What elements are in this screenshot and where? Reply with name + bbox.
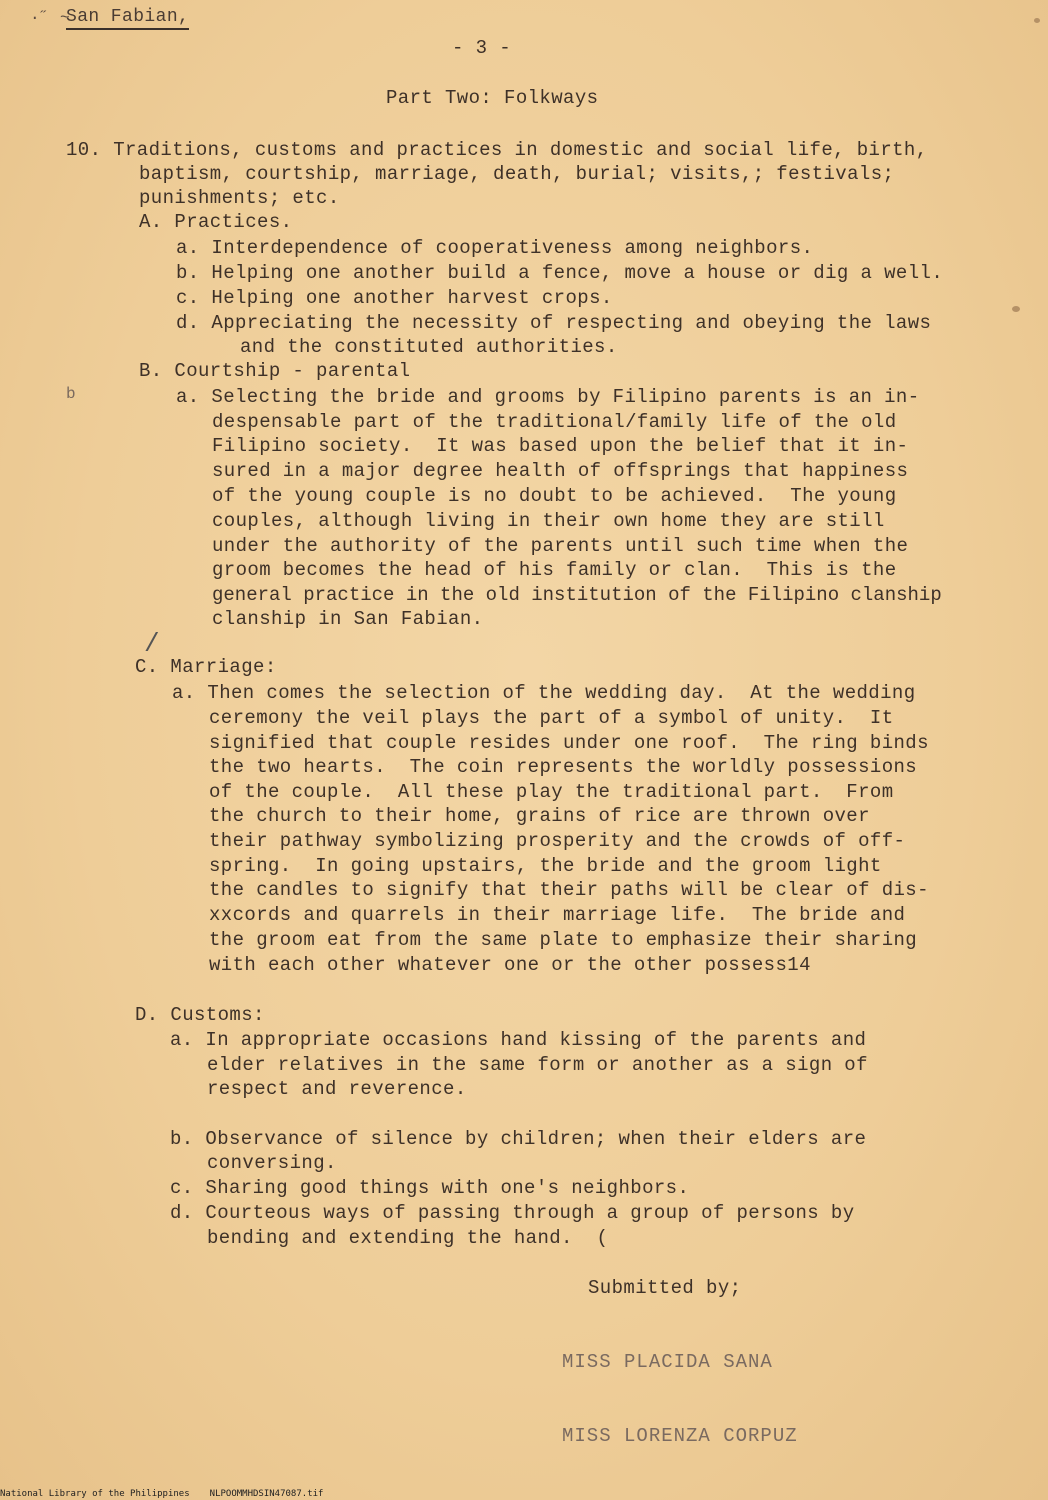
section-a-line: a. Interdependence of cooperativeness among neighbors.	[176, 237, 814, 259]
section-b-line: groom becomes the head of his family or clan. This is the	[212, 559, 897, 581]
section-b-line: general practice in the old institution of the Filipino clanship	[212, 584, 942, 606]
section-c-line: with each other whatever one or the other possess14	[209, 954, 811, 976]
section-b-line: despensable part of the traditional/family life of the old	[212, 411, 897, 433]
section-b-line: Filipino society. It was based upon the belief that it in-	[212, 435, 909, 457]
section-c-line: a. Then comes the selection of the wedding day. At the wedding	[172, 682, 916, 704]
item10-line: baptism, courtship, marriage, death, burial; visits,; festivals;	[139, 163, 895, 185]
section-c-line: the candles to signify that their paths will be clear of dis-	[209, 879, 929, 901]
margin-mark: b	[66, 385, 77, 403]
section-a-heading: A. Practices.	[139, 211, 293, 233]
library-credit: National Library of the Philippines	[0, 1489, 190, 1499]
section-b-line: under the authority of the parents until such time when the	[212, 535, 909, 557]
section-b-line: clanship in San Fabian.	[212, 608, 484, 630]
submitted-by: Submitted by;	[588, 1277, 742, 1299]
section-c-heading: C. Marriage:	[135, 656, 277, 678]
page-number: - 3 -	[452, 37, 512, 59]
paper-speck	[1034, 18, 1040, 23]
section-c-line: xxcords and quarrels in their marriage life. The bride and	[209, 904, 906, 926]
scan-footer	[0, 1488, 343, 1500]
section-c-line: signified that couple resides under one roof. The ring binds	[209, 732, 929, 754]
signatory-name: MISS LORENZA CORPUZ	[562, 1425, 798, 1447]
file-name: NLPOOMMHDSIN47087.tif	[209, 1489, 324, 1499]
section-b-line: couples, although living in their own home they are still	[212, 510, 885, 532]
section-a-line: b. Helping one another build a fence, move a house or dig a well.	[176, 262, 944, 284]
header-mark: ·˝ ~	[30, 9, 71, 27]
section-d-line: c. Sharing good things with one's neighbors.	[170, 1177, 690, 1199]
section-b-line: of the young couple is no doubt to be achieved. The young	[212, 485, 897, 507]
section-d-line: a. In appropriate occasions hand kissing of the parents and	[170, 1029, 867, 1051]
section-c-line: the two hearts. The coin represents the worldly possessions	[209, 756, 918, 778]
section-c-line: the church to their home, grains of rice are thrown over	[209, 805, 870, 827]
section-b-heading: B. Courtship - parental	[139, 360, 411, 382]
page-title: Part Two: Folkways	[386, 87, 599, 109]
section-d-line: elder relatives in the same form or another as a sign of	[207, 1054, 868, 1076]
item10-line: punishments; etc.	[139, 187, 340, 209]
paper-speck	[1012, 306, 1020, 312]
section-d-line: conversing.	[207, 1152, 337, 1174]
item10-line: 10. Traditions, customs and practices in domestic and social life, birth,	[66, 139, 928, 161]
check-mark: /	[144, 629, 161, 659]
section-d-line: respect and reverence.	[207, 1078, 467, 1100]
section-d-line: d. Courteous ways of passing through a group of persons by	[170, 1202, 855, 1224]
section-d-line: bending and extending the hand. (	[207, 1227, 609, 1249]
section-a-line: c. Helping one another harvest crops.	[176, 287, 613, 309]
section-b-line: sured in a major degree health of offsprings that happiness	[212, 460, 909, 482]
header-place: San Fabian,	[66, 6, 189, 30]
section-b-line: a. Selecting the bride and grooms by Filipino parents is an in-	[176, 386, 920, 408]
section-c-line: ceremony the veil plays the part of a symbol of unity. It	[209, 707, 894, 729]
section-c-line: the groom eat from the same plate to emphasize their sharing	[209, 929, 918, 951]
section-d-heading: D. Customs:	[135, 1004, 265, 1026]
section-d-line: b. Observance of silence by children; when their elders are	[170, 1128, 867, 1150]
signatory-name: MISS PLACIDA SANA	[562, 1351, 773, 1373]
section-c-line: spring. In going upstairs, the bride and the groom light	[209, 855, 882, 877]
section-a-line: d. Appreciating the necessity of respecting and obeying the laws	[176, 312, 932, 334]
section-a-line: and the constituted authorities.	[240, 336, 618, 358]
section-c-line: of the couple. All these play the traditional part. From	[209, 781, 894, 803]
section-c-line: their pathway symbolizing prosperity and the crowds of off-	[209, 830, 906, 852]
